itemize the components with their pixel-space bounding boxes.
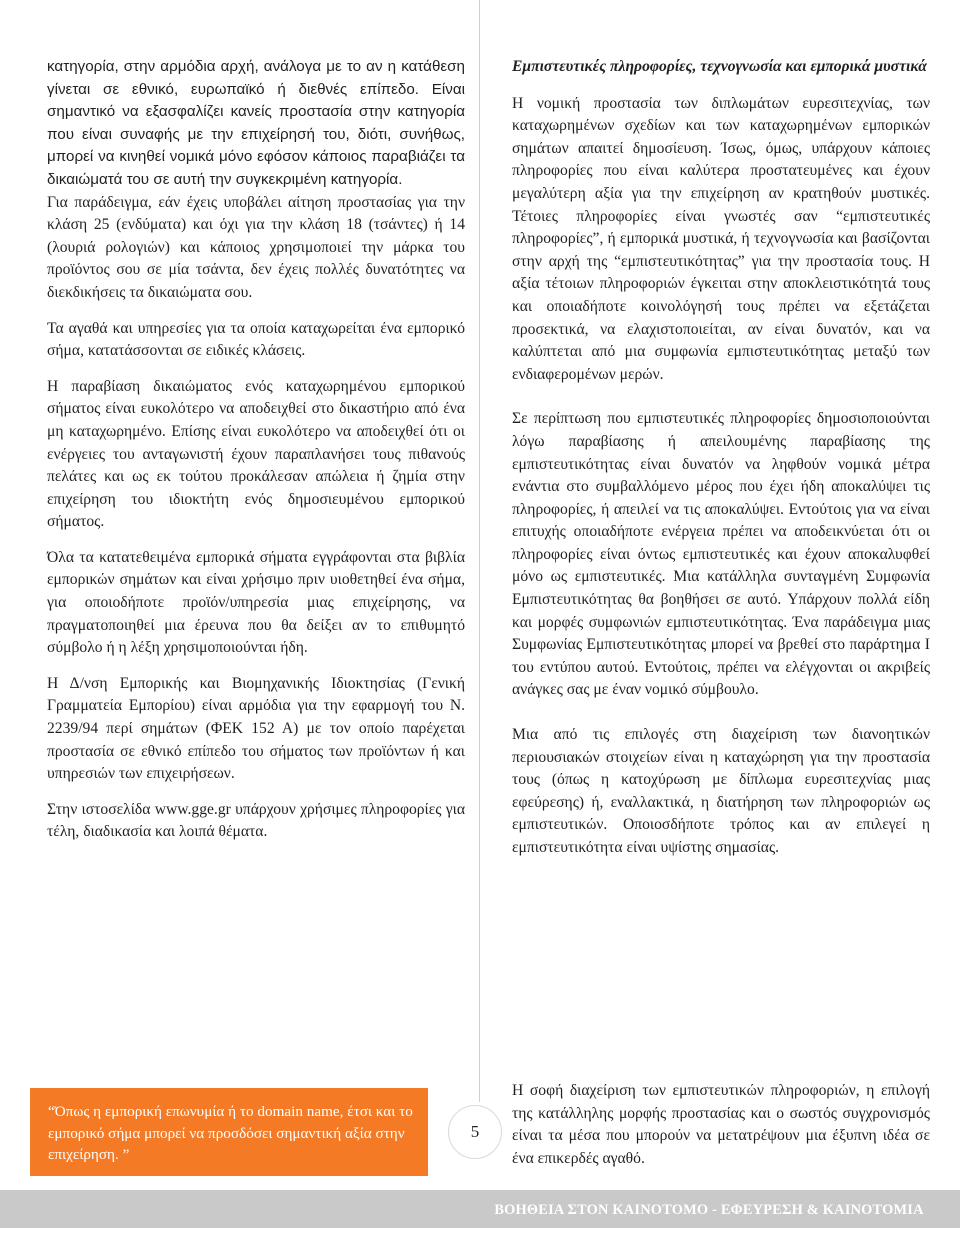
left-paragraph-6: Στην ιστοσελίδα www.gge.gr υπάρχουν χρήσιμες πληροφορίες για τέλη, διαδικασία και λοιπά θέματα. bbox=[47, 800, 465, 841]
left-paragraph-4: Όλα τα κατατεθειμένα εμπορικά σήματα εγγράφονται στα βιβλία εμπορικών σημάτων και είναι χρήσιμο πριν υιοθετηθεί ένα σήμα, για οποιοδήποτε προϊόν/υπηρεσία μιας επιχείρησης, να πραγματοποιηθεί μια έρευνα που θα δείξει αν το επιθυμητό σύμβολο ή η λέξη χρησιμοποιούνται ήδη. bbox=[47, 548, 465, 657]
footer-title: ΒΟΗΘΕΙΑ ΣΤΟΝ ΚΑΙΝΟΤΟΜΟ - ΕΦΕΥΡΕΣΗ & ΚΑΙΝΟΤΟΜΙΑ bbox=[494, 1202, 924, 1218]
pull-quote-box bbox=[30, 1088, 428, 1176]
pull-quote-text: “Όπως η εμπορική επωνυμία ή το domain name, έτσι και το εμπορικό σήμα μπορεί να προσδόσει σημαντική αξία στην επιχείρηση. ” bbox=[48, 1103, 413, 1164]
left-paragraph-5: Η Δ/νση Εμπορικής και Βιομηχανικής Ιδιοκτησίας (Γενική Γραμματεία Εμπορίου) είναι αρμόδια για την εφαρμογή του Ν. 2239/94 περί σημάτων (ΦΕΚ 152 Α) με τον οποίο παρέχεται προστασία σε εθνικό επίπεδο του σήματος των προϊόντων ή και υπηρεσιών των επιχειρήσεων. bbox=[47, 674, 465, 783]
left-paragraph-3: Η παραβίαση δικαιώματος ενός καταχωρημένου εμπορικού σήματος είναι ευκολότερο να αποδειχθεί στο δικαστήριο από ένα μη καταχωρημένο. Επίσης είναι ευκολότερο να αποδειχθεί ότι οι ενέργειες του ανταγωνιστή έχουν παραπλανήσει τους πιθανούς πελάτες και ως εκ τούτου προκάλεσαν απώλεια ή ζημία στην επιχείρηση του ιδιοκτήτη ενός δημοσιευμένου εμπορικού σήματος. bbox=[47, 377, 465, 531]
right-closing-paragraph: Η σοφή διαχείριση των εμπιστευτικών πληροφοριών, η επιλογή της κατάλληλης μορφής προστασίας και ο σωστός συγχρονισμός είναι τα μέσα που μπορούν να μετατρέψουν μια έξυπνη ιδέα σε ένα επικερδές αγαθό. bbox=[512, 1082, 930, 1167]
right-paragraph-2: Σε περίπτωση που εμπιστευτικές πληροφορίες δημοσιοποιούνται λόγω παραβίασης ή απειλουμένης παραβίασης της εμπιστευτικότητας είναι δυνατόν να ληφθούν νομικά μέτρα ενάντια στο συμβαλλόμενο μέρος που έχει ήδη αποκαλύψει τις πληροφορίες, ή απειλεί να τις αποκαλύψει. Εντούτοις για να είναι επιτυχής οποιαδήποτε ενέργεια πρέπει να αποδεικνύεται ότι οι πληροφορίες είναι όντως εμπιστευτικές και έχουν αποκαλυφθεί μόνο ως εμπιστευτικές. Μια κατάλληλα συνταγμένη Συμφωνία Εμπιστευτικότητας θα βοηθήσει σε αυτό. Υπάρχουν πολλά είδη και μορφές συμφωνιών εμπιστευτικότητας. Ένα παράδειγμα μιας Συμφωνίας Εμπιστευτικότητας μπορεί να βρεθεί στο παράρτημα Ι του εντύπου αυτού. Εντούτοις, πρέπει να ελέγχονται οι ακριβείς ανάγκες σας με έναν νομικό σύμβουλο. bbox=[512, 410, 930, 699]
left-column bbox=[47, 56, 465, 844]
right-paragraph-3: Μια από τις επιλογές στη διαχείριση των διανοητικών περιουσιακών στοιχείων είναι η καταχώρηση για την προστασία τους (όπως η κατοχύρωση με δίπλωμα ευρεσιτεχνίας μιας εφεύρεσης) ή, εναλλακτικά, η διατήρηση των πληροφοριών ως εμπιστευτικών. Οποιοσδήποτε τρόπος και αν επιλεγεί η εμπιστευτικότητα είναι υψίστης σημασίας. bbox=[512, 726, 930, 856]
left-paragraph-2: Τα αγαθά και υπηρεσίες για τα οποία καταχωρείται ένα εμπορικό σήμα, κατατάσσονται σε ειδικές κλάσεις. bbox=[47, 319, 465, 360]
left-paragraph-1: Για παράδειγμα, εάν έχεις υποβάλει αίτηση προστασίας για την κλάση 25 (ενδύματα) και όχι για την κλάση 18 (τσάντες) ή 14 (λουριά ρολογιών) και κάποιος χρησιμοποιεί την μάρκα του προϊόντος σου σε μία τσάντα, δεν έχεις πολλές δυνατότητες να διεκδικήσεις τα δικαιώματα σου. bbox=[47, 193, 465, 301]
right-column bbox=[512, 56, 930, 860]
column-divider bbox=[479, 0, 480, 1102]
page-number: 5 bbox=[448, 1105, 502, 1159]
right-paragraph-1: Η νομική προστασία των διπλωμάτων ευρεσιτεχνίας, των καταχωρημένων σχεδίων και των καταχωρημένων εμπορικών σημάτων απαιτεί δημοσίευση. Ίσως, όμως, υπάρχουν κάποιες πληροφορίες που είναι καλύτερα προστατευμένες και έχουν μεγαλύτερη αξία για την επιχείρηση αν κρατηθούν μυστικές. Τέτοιες πληροφορίες είναι γνωστές σαν “εμπιστευτικές πληροφορίες”, ή εμπορικά μυστικά, ή τεχνογνωσία και βασίζονται στην αρχή της “εμπιστευτικότητας” για την προστασία τους. Η αξία τέτοιων πληροφοριών έγκειται στην αποκλειστικότητά τους και οποιαδήποτε κοινολόγησή τους πρέπει να εξετάζεται προσεκτικά, να ελαχιστοποιείται, αν είναι δυνατόν, και να καλύπτεται από μια συμφωνία εμπιστευτικότητας μεταξύ των ενδιαφερομένων μερών. bbox=[512, 94, 930, 383]
section-heading: Εμπιστευτικές πληροφορίες, τεχνογνωσία και εμπορικά μυστικά bbox=[512, 58, 927, 75]
left-lead-paragraph: κατηγορία, στην αρμόδια αρχή, ανάλογα με το αν η κατάθεση γίνεται σε εθνικό, ευρωπαϊκό ή διεθνές επίπεδο. Είναι σημαντικό να εξασφαλίζει κανείς προστασία στην κατηγορία που είναι συναφής με την επιχείρησή του, διότι, συνήθως, μπορεί να κινηθεί νομικά μόνο εφόσον κάποιος παραβιάζει τα δικαιώματά του σε αυτή την συγκεκριμένη κατηγορία. bbox=[47, 58, 465, 188]
